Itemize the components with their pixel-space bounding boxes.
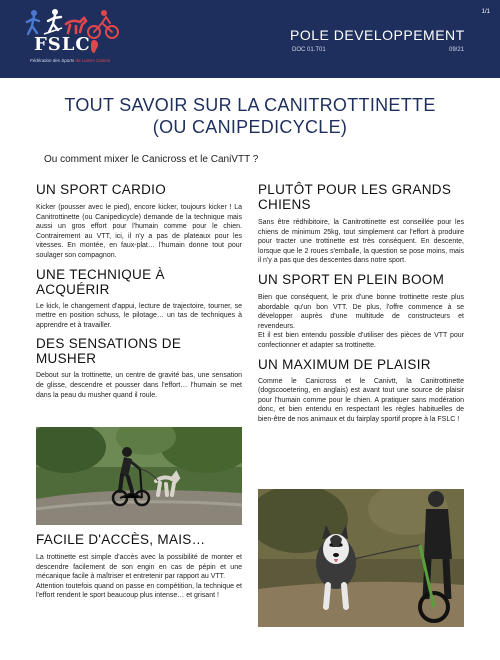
page-title-line-1: TOUT SAVOIR SUR LA CANITROTTINETTE	[64, 95, 436, 115]
section-heading-grands-chiens: PLUTÔT POUR LES GRANDS CHIENS	[258, 182, 452, 212]
section-heading-sport-cardio: UN SPORT CARDIO	[36, 182, 167, 197]
section-heading-sensations: DES SENSATIONS DE MUSHER	[36, 336, 182, 367]
document-date: 09/21	[448, 47, 464, 53]
logo-tagline: Fédération des Sports de Loisirs Canins	[30, 58, 111, 63]
section-heading-plaisir: UN MAXIMUM DE PLAISIR	[258, 356, 431, 372]
section-text-technique: Le kick, le changement d'appui, lecture de trajectoire, tourner, se mettre en position schuss, le pilotage… un tas de techniques à apprendre et à travailler.	[36, 302, 242, 329]
section-text-plein-boom-2: Et il est bien entendu possible d'utiliser des pièces de VTT pour confectionner et adapter sa trottinette.	[258, 332, 464, 349]
document-header	[0, 0, 500, 78]
page-number: 1/1	[481, 9, 490, 15]
paw-icon	[88, 38, 100, 54]
document-code: DOC 01.T01	[292, 47, 326, 53]
section-text-sport-cardio: Kicker (pousser avec le pied), encore kicker, toujours kicker ! La Canitrottinette (ou Canipedicycle) demande de la technique mais aussi un gros effort pour l'humain comme pour le chien. Contrairement au VTT, ici, il n'y a pas de plateaux pour les vitesses. En montée, en faux-plat… l'humain donne tout pour soulager son compagnon.	[36, 204, 242, 259]
section-text-grands-chiens: Sans être rédhibitoire, la Canitrottinette est conseillée pour les chiens de minimum 25kg, tout simplement car l'effort à produire pour tracter une trottinette est très conséquent. En descente, lorsque que le 2 roues s'emballe, la question se pose moins, mais il n'y a pas que des descentes dans notre sport.	[258, 219, 464, 265]
page-title	[20, 94, 480, 138]
logo-text: FSLC	[34, 34, 91, 55]
section-text-plein-boom-1: Bien que conséquent, le prix d'une bonne trottinette reste plus abordable qu'un bon VTT. De plus, l'offre commence à se développer auprès d'une multitude de constructeurs et revendeurs.	[258, 293, 464, 330]
section-heading-plein-boom: UN SPORT EN PLEIN BOOM	[258, 271, 445, 287]
pole-title: POLE DEVELOPPEMENT	[290, 27, 465, 43]
left-bottom-section	[36, 532, 242, 601]
section-heading-facile: FACILE D'ACCÈS, MAIS…	[36, 532, 206, 547]
section-text-facile-2: Attention toutefois quand on passe en compétition, la technique et l'effort rendent le sport beaucoup plus intense… et grisant !	[36, 582, 242, 600]
left-column	[36, 182, 242, 400]
section-text-plaisir: Comme le Canicross et le Canivtt, la Canitrottinette (dogscooetering, en anglais) est avant tout une source de plaisir pour l'humain comme pour le chien. A pratiquer sans modération donc, et bien entendu en respectant les règles habituelles de bien-être de nos animaux et du fairplay sportif propre à la FSLC !	[258, 377, 464, 423]
photo-husky-pulling	[258, 489, 464, 627]
section-text-sensations: Debout sur la trottinette, un centre de gravité bas, une sensation de glisse, descendre et pousser dans l'effort… l'humain se met dans la peau du musher quand il roule.	[36, 372, 242, 399]
section-text-facile-1: La trottinette est simple d'accès avec la possibilité de monter et descendre facilement de son engin en cas de pépin et une mécanique facile à maîtriser et entretenir par rapport au VTT.	[36, 554, 242, 581]
page-subtitle: Ou comment mixer le Canicross et le CaniVTT ?	[44, 154, 259, 165]
page-title-line-2: (OU CANIPEDICYCLE)	[152, 117, 348, 137]
right-column	[258, 182, 464, 425]
section-heading-technique: UNE TECHNIQUE À ACQUÉRIR	[36, 266, 165, 297]
photo-scooter-rider-with-dog	[36, 427, 242, 525]
